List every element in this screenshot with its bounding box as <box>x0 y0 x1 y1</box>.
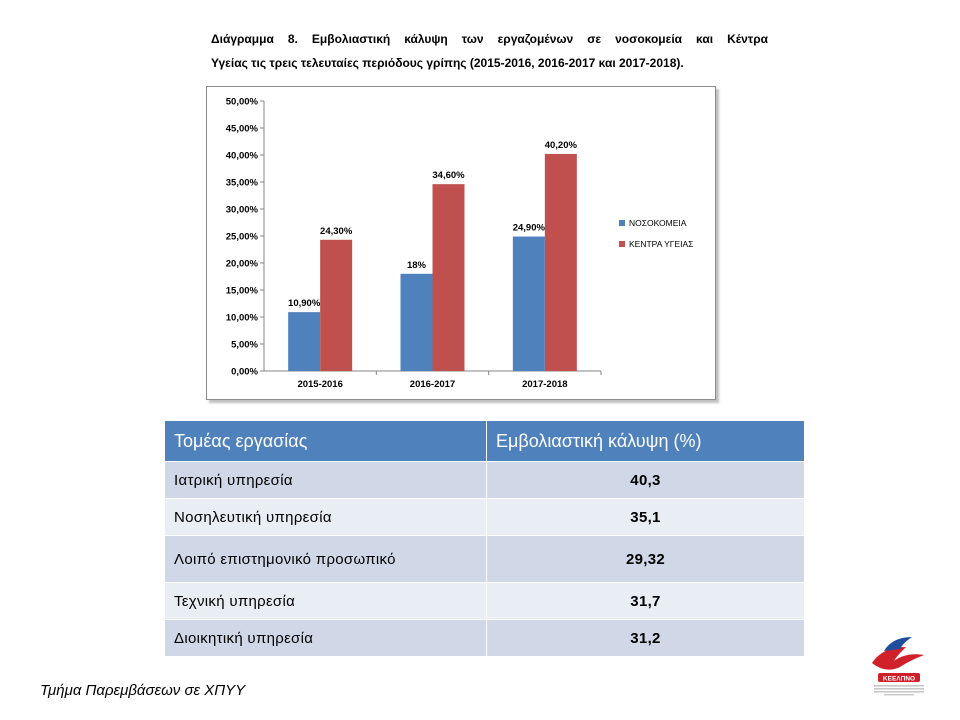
table-row <box>165 620 805 657</box>
bar <box>320 240 352 371</box>
bar-chart <box>207 87 715 399</box>
chart-frame <box>206 86 716 400</box>
table-row <box>165 583 805 620</box>
sector-cell: Νοσηλευτική υπηρεσία <box>165 499 487 536</box>
bar <box>545 154 577 371</box>
table-row <box>165 499 805 536</box>
y-tick-label: 45,00% <box>225 123 258 135</box>
caption-line-1: Διάγραμμα 8. Εμβολιαστική κάλυψη των εργαζομένων σε νοσοκομεία και Κέντρα <box>211 32 768 46</box>
sector-cell: Λοιπό επιστημονικό προσωπικό <box>165 536 487 583</box>
sector-cell: Διοικητική υπηρεσία <box>165 620 487 657</box>
x-tick-label: 2016-2017 <box>409 379 456 390</box>
department-footer: Τμήμα Παρεμβάσεων σε ΧΠΥΥ <box>40 682 246 699</box>
y-tick-label: 20,00% <box>225 258 258 270</box>
y-tick-label: 15,00% <box>225 285 258 297</box>
bar <box>401 274 433 371</box>
keelpno-logo <box>866 633 932 697</box>
x-tick-label: 2017-2018 <box>522 379 568 390</box>
legend-swatch <box>619 241 625 247</box>
data-label: 40,20% <box>544 139 577 151</box>
y-tick-label: 0,00% <box>231 366 258 378</box>
sector-cell: Τεχνική υπηρεσία <box>165 583 487 620</box>
bar <box>433 184 465 371</box>
legend-label: ΝΟΣΟΚΟΜΕΙΑ <box>629 218 687 228</box>
data-label: 24,90% <box>512 222 545 234</box>
bar <box>288 312 320 371</box>
data-label: 24,30% <box>320 225 353 237</box>
y-tick-label: 25,00% <box>225 231 258 243</box>
logo-wordmark: ΚΕΕΛΠΝΟ <box>882 675 916 683</box>
y-tick-label: 40,00% <box>225 150 258 162</box>
header-coverage: Εμβολιαστική κάλυψη (%) <box>487 421 805 462</box>
y-tick-label: 35,00% <box>225 177 258 189</box>
legend-label: ΚΕΝΤΡΑ ΥΓΕΙΑΣ <box>629 239 694 249</box>
coverage-cell: 40,3 <box>487 462 805 499</box>
data-label: 18% <box>406 259 427 271</box>
table-row <box>165 462 805 499</box>
coverage-cell: 35,1 <box>487 499 805 536</box>
coverage-cell: 31,7 <box>487 583 805 620</box>
dove-icon <box>872 637 924 670</box>
data-label: 34,60% <box>432 170 465 182</box>
coverage-table <box>164 420 805 657</box>
chart-caption <box>211 27 768 75</box>
x-tick-label: 2015-2016 <box>297 379 343 390</box>
y-tick-label: 50,00% <box>225 96 258 108</box>
y-tick-label: 30,00% <box>225 204 258 216</box>
table-row <box>165 536 805 583</box>
coverage-cell: 31,2 <box>487 620 805 657</box>
data-label: 10,90% <box>288 298 321 310</box>
table-header-row <box>165 421 805 462</box>
coverage-cell: 29,32 <box>487 536 805 583</box>
header-sector: Τομέας εργασίας <box>165 421 487 462</box>
caption-line-2: Υγείας τις τρεις τελευταίες περιόδους γρίπης (2015-2016, 2016-2017 και 2017-2018). <box>211 56 684 70</box>
y-tick-label: 5,00% <box>231 339 258 351</box>
legend-swatch <box>619 220 625 226</box>
sector-cell: Ιατρική υπηρεσία <box>165 462 487 499</box>
bar <box>513 237 545 371</box>
y-tick-label: 10,00% <box>225 312 258 324</box>
